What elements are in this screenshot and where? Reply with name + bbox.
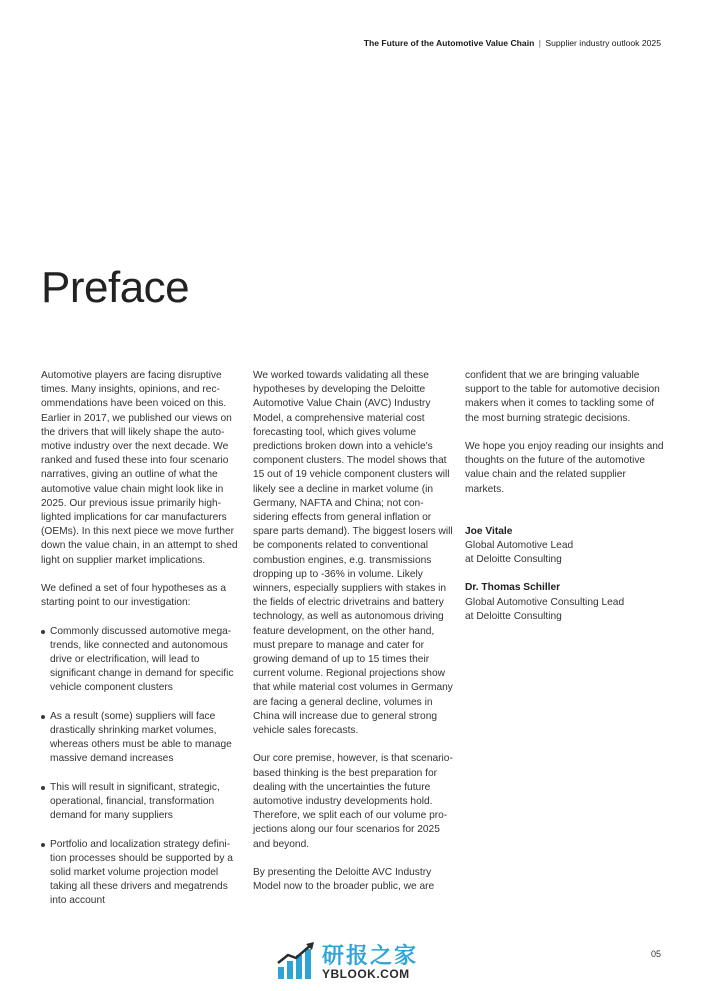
model-paragraph: We worked towards validating all these hypotheses by developing the Deloitte Automotive Value Chain (AVC) Industry Model, a comprehensive material cost forecasting tool, which gives volume predictions broken down into a vehicle's component clusters. The model shows that 15 out of 19 vehicle component clusters will likely see a decline in market volume (in Germany, NAFTA and China; not considering effects from general inflation or spare parts demand). The biggest losers will be components related to conventional combustion engines, e.g. transmissions dropping up to -36% in volume. Likely winners, especially suppliers with stakes in the fields of electric drivetrains and battery technology, as well as autonomous driving feature development, on the other hand, must prepare to manage and cater for growing demand of up to 15 times their current volume. Regional projections show that while material cost volumes in Germany are facing a general decline, volumes in China will increase due to general strong vehicle sales forecasts.	[253, 370, 453, 737]
list-item: Commonly discussed automotive mega-trends, like connected and autonomous drive or electrification, will lead to significant change in demand for specific vehicle component clusters	[41, 625, 241, 696]
signatory-name: Dr. Thomas Schiller	[465, 582, 561, 594]
publication-title: The Future of the Automotive Value Chain	[363, 38, 535, 48]
watermark	[276, 941, 436, 981]
hypotheses-list	[41, 625, 241, 909]
page-number: 05	[650, 949, 661, 959]
bar-chart-logo-icon	[276, 941, 316, 981]
premise-paragraph: Our core premise, however, is that scenario-based thinking is the best preparation for dealing with the uncertainties the future automotive industry developments hold. Therefore, we split each of our volume projections along our four scenarios for 2025 and beyond.	[253, 753, 453, 850]
presenting-paragraph: By presenting the Deloitte AVC Industry Model now to the broader public, we are	[253, 867, 435, 893]
signature-thomas-schiller	[465, 581, 665, 624]
closing-paragraph: We hope you enjoy reading our insights and thoughts on the future of the automotive value chain and the related supplier markets.	[465, 441, 664, 495]
signatory-org: at Deloitte Consulting	[465, 610, 562, 622]
intro-paragraph: Automotive players are facing disruptive times. Many insights, opinions, and recommendations have been voiced on this. Earlier in 2017, we published our views on the drivers that will likely shape the automotive industry over the next decade. We ranked and fused these into four scenario narratives, giving an outline of what the automotive value chain might look like in 2025. Our previous issue primarily highlighted implications for car manufacturers (OEMs). In this next piece we move further down the value chain, in an attempt to shed light on supplier market implications.	[41, 370, 238, 566]
text-column-3	[465, 369, 665, 624]
signatory-org: at Deloitte Consulting	[465, 554, 562, 566]
confident-paragraph: confident that we are bringing valuable support to the table for automotive decision makers when it comes to tackling some of the most burning strategic decisions.	[465, 370, 660, 424]
signatory-name: Joe Vitale	[465, 525, 513, 537]
list-item: Portfolio and localization strategy definition processes should be supported by a solid market volume projection model taking all these drivers and megatrends into account	[41, 838, 241, 909]
signature-joe-vitale	[465, 525, 665, 568]
hypotheses-intro-paragraph: We defined a set of four hypotheses as a starting point to our investigation:	[41, 583, 227, 609]
signatory-role: Global Automotive Lead	[465, 540, 574, 552]
text-column-2	[253, 369, 453, 909]
running-header	[364, 38, 661, 48]
page-title: Preface	[41, 263, 190, 312]
signatory-role: Global Automotive Consulting Lead	[465, 596, 625, 608]
publication-subtitle: Supplier industry outlook 2025	[545, 38, 661, 48]
watermark-url: YBLOOK.COM	[322, 967, 410, 981]
list-item: As a result (some) suppliers will face drastically shrinking market volumes, whereas others must be able to manage massive demand increases	[41, 710, 241, 767]
text-column-1	[41, 369, 241, 923]
watermark-chinese-text: 研报之家	[322, 944, 419, 969]
header-separator: |	[538, 38, 541, 48]
list-item: This will result in significant, strategic, operational, financial, transformation demand for many suppliers	[41, 781, 241, 824]
